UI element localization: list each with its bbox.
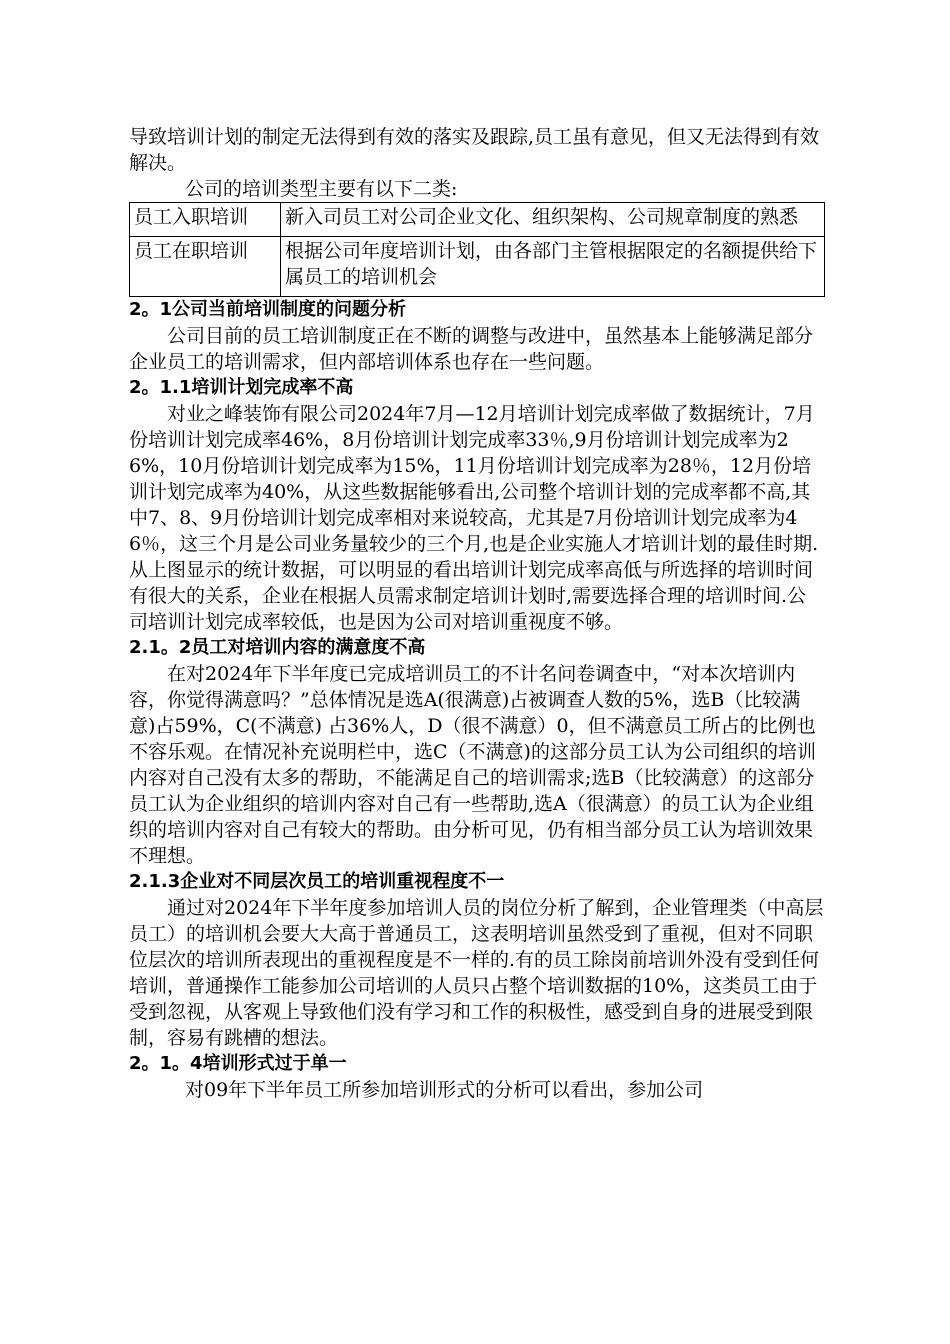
document-page bbox=[129, 124, 825, 1103]
paragraph: 对业之峰装饰有限公司2024年7月—12月培训计划完成率做了数据统计，7月份培训计划完成率46%，8月份培训计划完成率33％,9月份培训计划完成率为26%，10月份培训计划完成率为15%，11月份培训计划完成率为28％，12月份培训计划完成率为40%，从这些数据能够看出,公司整个培训计划的完成率都不高,其中7、8、9月份培训计划完成率相对来说较高，尤其是7月份培训计划完成率为46％，这三个月是公司业务量较少的三个月,也是企业实施人才培训计划的最佳时期.从上图显示的统计数据，可以明显的看出培训计划完成率高低与所选择的培训时间有很大的关系，企业在根据人员需求制定培训计划时,需要选择合理的培训时间.公司培训计划完成率较低，也是因为公司对培训重视度不够。 bbox=[129, 403, 819, 633]
paragraph: 公司的培训类型主要有以下二类: bbox=[185, 178, 458, 200]
training-type-table bbox=[129, 202, 825, 297]
table-cell-type: 员工在职培训 bbox=[130, 237, 281, 297]
paragraph: 导致培训计划的制定无法得到有效的落实及跟踪,员工虽有意见，但又无法得到有效解决。 bbox=[129, 126, 820, 174]
section-heading: 2。1公司当前培训制度的问题分析 bbox=[129, 299, 407, 320]
section-heading: 2.1。2员工对培训内容的满意度不高 bbox=[129, 637, 426, 658]
paragraph: 公司目前的员工培训制度正在不断的调整与改进中，虽然基本上能够满足部分企业员工的培训需求，但内部培训体系也存在一些问题。 bbox=[129, 325, 814, 373]
section-heading: 2。1。4培训形式过于单一 bbox=[129, 1053, 347, 1074]
section-heading: 2。1.1培训计划完成率不高 bbox=[129, 377, 354, 398]
section-heading: 2.1.3企业对不同层次员工的培训重视程度不一 bbox=[129, 871, 505, 892]
table-row bbox=[130, 203, 825, 237]
paragraph: 在对2024年下半年度已完成培训员工的不计名问卷调查中，“对本次培训内容，你觉得满意吗？”总体情况是选A(很满意)占被调查人数的5%，选B（比较满意)占59%，C(不满意) 占36%人，D（很不满意）0，但不满意员工所占的比例也不容乐观。在情况补充说明栏中，选C（不满意)的这部分员工认为公司组织的培训内容对自己没有太多的帮助，不能满足自己的培训需求;选B（比较满意）的这部分员工认为企业组织的培训内容对自己有一些帮助,选A（很满意）的员工认为企业组织的培训内容对自己有较大的帮助。由分析可见，仍有相当部分员工认为培训效果不理想。 bbox=[129, 663, 816, 867]
table-cell-type: 员工入职培训 bbox=[130, 203, 281, 237]
table-cell-desc: 根据公司年度培训计划，由各部门主管根据限定的名额提供给下属员工的培训机会 bbox=[281, 237, 825, 297]
table-row bbox=[130, 237, 825, 297]
table-cell-desc: 新入司员工对公司企业文化、组织架构、公司规章制度的熟悉 bbox=[281, 203, 825, 237]
paragraph: 通过对2024年下半年度参加培训人员的岗位分析了解到，企业管理类（中高层员工）的培训机会要大大高于普通员工，这表明培训虽然受到了重视，但对不同职位层次的培训所表现出的重视程度是不一样的.有的员工除岗前培训外没有受到任何培训，普通操作工能参加公司培训的人员只占整个培训数据的10%，这类员工由于受到忽视，从客观上导致他们没有学习和工作的积极性，感受到自身的进展受到限制，容易有跳槽的想法。 bbox=[129, 897, 824, 1049]
paragraph: 对09年下半年员工所参加培训形式的分析可以看出，参加公司 bbox=[185, 1079, 704, 1101]
